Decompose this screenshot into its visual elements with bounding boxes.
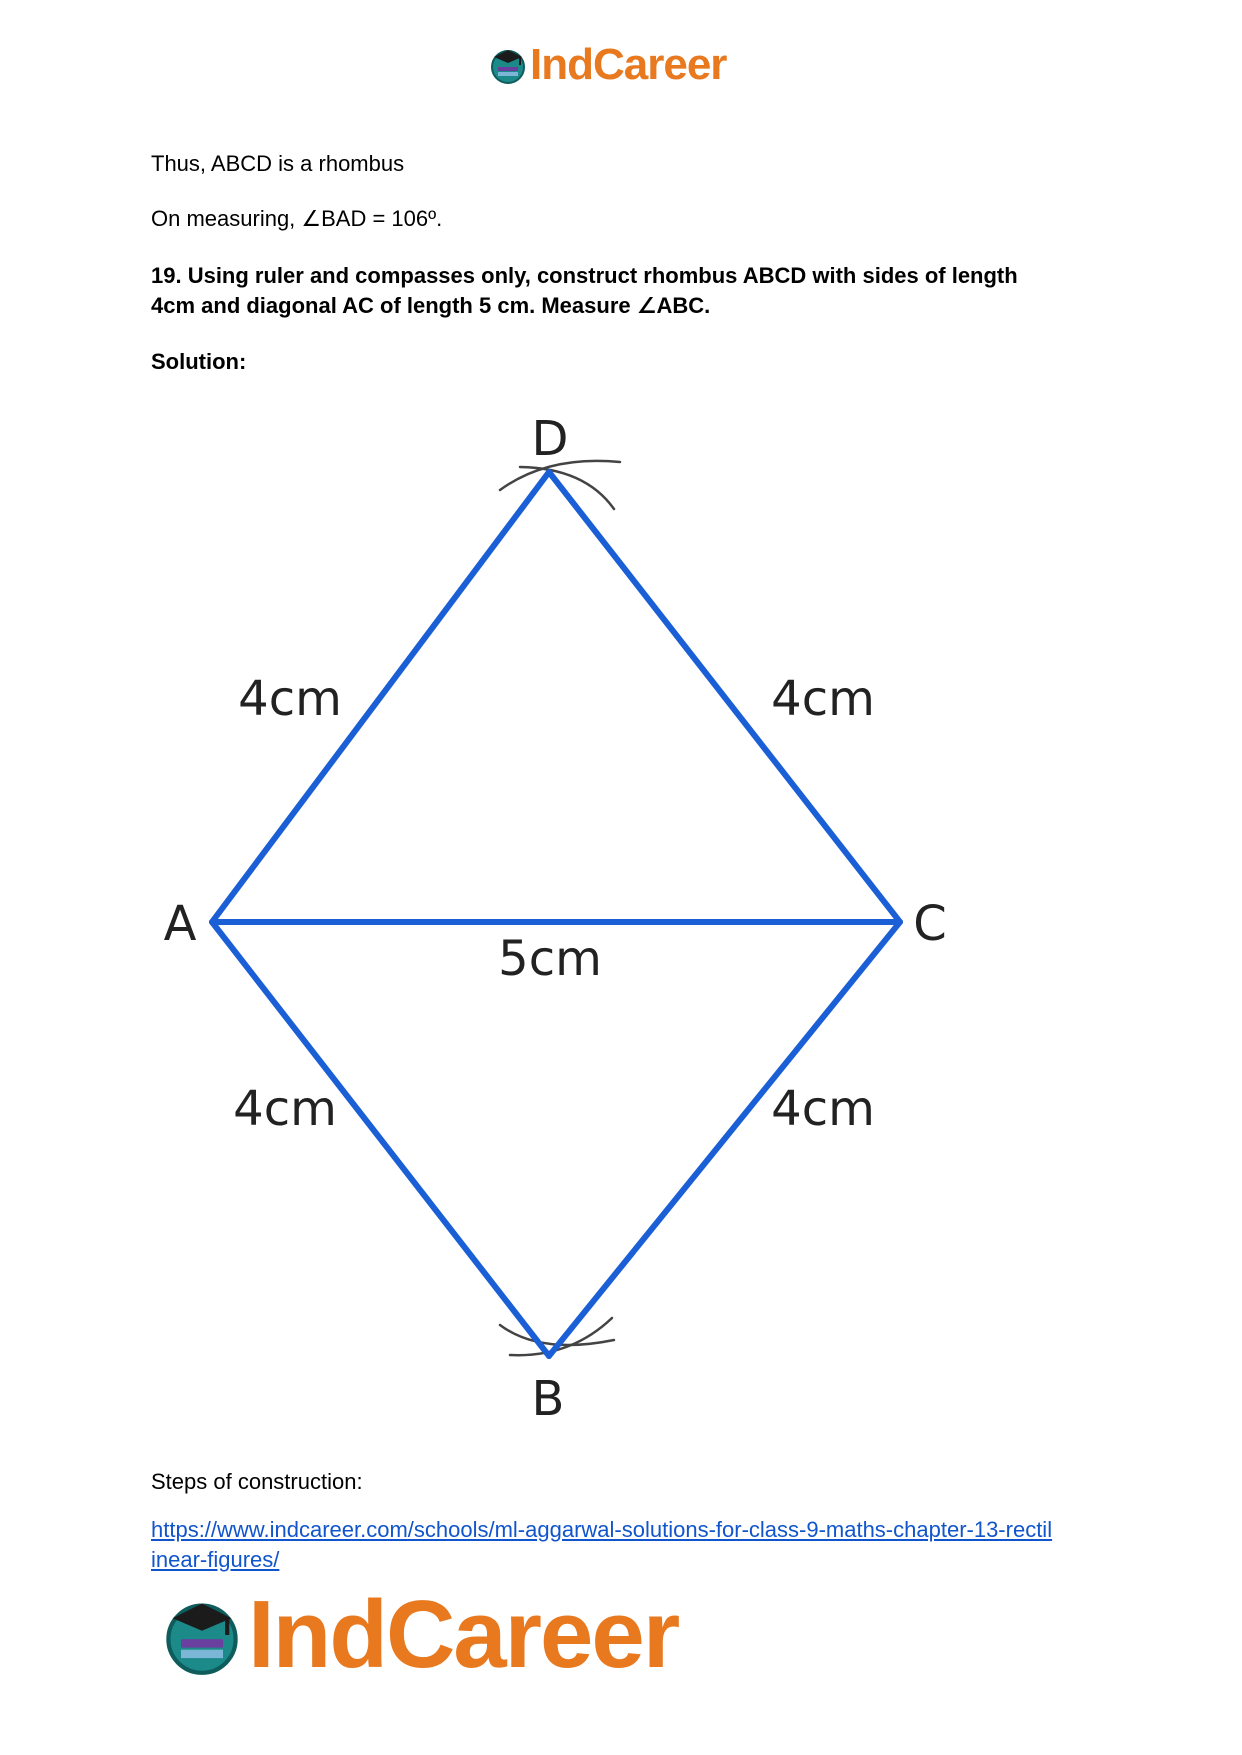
side-bc-label: 4cm — [771, 1081, 875, 1137]
side-dc-label: 4cm — [771, 671, 875, 727]
vertex-d-label: D — [531, 411, 569, 467]
logo-wordmark: IndCareer — [248, 1581, 679, 1688]
side-ab — [212, 922, 549, 1356]
side-bc — [549, 922, 900, 1356]
graduation-globe-icon — [160, 1593, 244, 1677]
side-ab-label: 4cm — [233, 1081, 337, 1137]
diagonal-ac-label: 5cm — [498, 931, 602, 987]
text-line-measure: On measuring, ∠BAD = 106º. — [151, 206, 443, 231]
question-line-1: 19. Using ruler and compasses only, construct rhombus ABCD with sides of length — [151, 263, 1018, 288]
solution-label: Solution: — [151, 349, 247, 374]
footer-logo — [160, 1581, 679, 1688]
vertex-c-label: C — [913, 896, 947, 952]
logo-wordmark: IndCareer — [530, 40, 727, 89]
vertex-b-label: B — [531, 1371, 565, 1427]
reference-link-line-1[interactable]: https://www.indcareer.com/schools/ml-aggarwal-solutions-for-class-9-maths-chapter-13-rectil — [151, 1517, 1053, 1542]
question-line-2: 4cm and diagonal AC of length 5 cm. Measure ∠ABC. — [151, 293, 711, 318]
steps-label: Steps of construction: — [151, 1469, 363, 1494]
vertex-a-label: A — [163, 896, 197, 952]
reference-link-line-2[interactable]: inear-figures/ — [151, 1547, 280, 1572]
side-ad-label: 4cm — [238, 671, 342, 727]
text-line-rhombus: Thus, ABCD is a rhombus — [151, 151, 405, 176]
